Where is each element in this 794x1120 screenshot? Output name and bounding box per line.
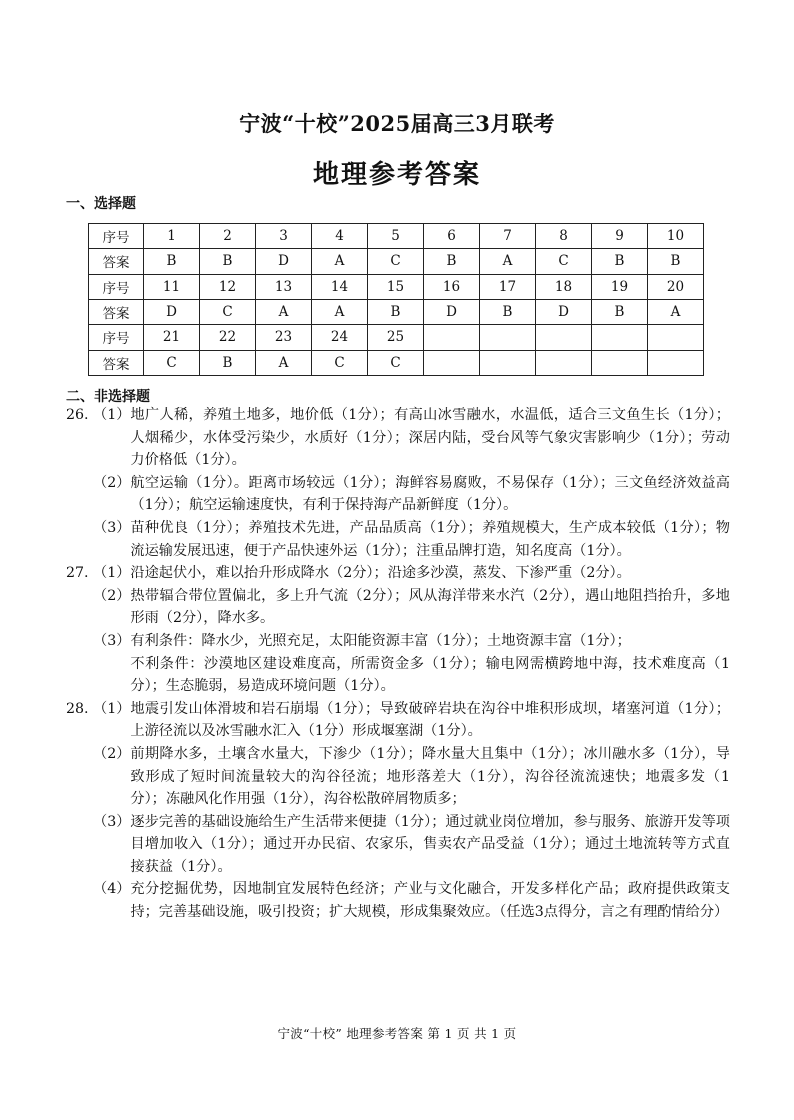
table-cell: C: [536, 249, 592, 274]
table-cell: C: [144, 350, 200, 375]
table-cell: 25: [368, 325, 424, 350]
answer-text: 热带辐合带位置偏北，多上升气流（2分）；风从海洋带来水汽（2分），遇山地阻挡抬升，多地形雨（2分），降水多。: [130, 587, 730, 627]
table-row: [89, 249, 704, 274]
table-cell: B: [592, 299, 648, 324]
table-cell: A: [648, 299, 704, 324]
table-cell: A: [256, 350, 312, 375]
answer-text: 逐步完善的基础设施给生产生活带来便捷（1分）；通过就业岗位增加，参与服务、旅游开发等项目增加收入（1分）；通过开办民宿、农家乐，售卖农产品受益（1分）；通过土地流转等方式直接获益（1分）。: [130, 813, 730, 875]
table-cell: 19: [592, 274, 648, 299]
table-cell: 12: [200, 274, 256, 299]
table-cell: 1: [144, 224, 200, 249]
table-row: [89, 274, 704, 299]
answer-text: 地震引发山体滑坡和岩石崩塌（1分）；导致破碎岩块在沟谷中堆积形成坝，堵塞河道（1分）；上游径流以及冰雪融水汇入（1分）形成堰塞湖（1分）。: [130, 700, 730, 740]
table-cell: B: [200, 350, 256, 375]
table-cell: [592, 325, 648, 350]
table-cell: B: [368, 299, 424, 324]
row-label: 答案: [89, 249, 144, 274]
table-cell: 11: [144, 274, 200, 299]
question-28: [66, 698, 730, 924]
part-label: （3）: [93, 813, 131, 830]
table-cell: A: [256, 299, 312, 324]
table-cell: 5: [368, 224, 424, 249]
table-cell: 10: [648, 224, 704, 249]
question-27: [66, 562, 730, 698]
table-cell: [480, 325, 536, 350]
answer-text: 苗种优良（1分）；养殖技术先进，产品品质高（1分）；养殖规模大，生产成本较低（1分）；物流运输发展迅速，便于产品快速外运（1分）；注重品牌打造，知名度高（1分）。: [130, 519, 730, 559]
row-label: 序号: [89, 224, 144, 249]
table-cell: [424, 350, 480, 375]
table-cell: 16: [424, 274, 480, 299]
part-label: （4）: [93, 881, 131, 898]
table-cell: 6: [424, 224, 480, 249]
table-cell: 7: [480, 224, 536, 249]
table-cell: A: [312, 249, 368, 274]
table-row: [89, 299, 704, 324]
table-cell: 3: [256, 224, 312, 249]
question-number: 26.: [66, 407, 89, 423]
part-label: （3）: [93, 632, 131, 649]
table-cell: B: [144, 249, 200, 274]
answer-text: 沿途起伏小，难以抬升形成降水（2分）；沿途多沙漠，蒸发、下渗严重（2分）。: [130, 565, 631, 582]
table-cell: 9: [592, 224, 648, 249]
table-cell: [536, 325, 592, 350]
part-label: （1）: [93, 700, 131, 717]
table-cell: [480, 350, 536, 375]
table-row: [89, 325, 704, 350]
part-label: （2）: [93, 474, 131, 491]
page-title: 宁波“十校”2025届高三3月联考: [239, 111, 555, 136]
part-label: （1）: [93, 565, 131, 582]
table-cell: D: [144, 299, 200, 324]
row-label: 答案: [89, 299, 144, 324]
table-row: [89, 350, 704, 375]
table-cell: A: [480, 249, 536, 274]
row-label: 序号: [89, 274, 144, 299]
answers-body: [66, 404, 730, 924]
table-cell: C: [200, 299, 256, 324]
table-cell: D: [256, 249, 312, 274]
part-label: （2）: [93, 745, 131, 762]
table-cell: 21: [144, 325, 200, 350]
table-cell: C: [368, 350, 424, 375]
section-heading-choice: 一、选择题: [66, 196, 136, 212]
part-label: （1）: [93, 407, 131, 423]
table-cell: B: [424, 249, 480, 274]
row-label: 答案: [89, 350, 144, 375]
table-cell: [536, 350, 592, 375]
table-cell: 15: [368, 274, 424, 299]
page-footer: 宁波“十校” 地理参考答案 第 1 页 共 1 页: [277, 1026, 517, 1041]
table-cell: [648, 325, 704, 350]
table-cell: 22: [200, 325, 256, 350]
table-cell: 8: [536, 224, 592, 249]
table-cell: 24: [312, 325, 368, 350]
table-cell: [648, 350, 704, 375]
table-cell: B: [592, 249, 648, 274]
table-row: [89, 224, 704, 249]
answer-table: [88, 223, 704, 376]
unfavorable-conditions: 不利条件：沙漠地区建设难度高，所需资金多（1分）；输电网需横跨地中海，技术难度高（1分）；生态脆弱，易造成环境问题（1分）。: [130, 655, 730, 695]
question-26: [66, 404, 730, 562]
table-cell: 14: [312, 274, 368, 299]
table-cell: 4: [312, 224, 368, 249]
answer-text: [130, 630, 730, 698]
table-cell: [592, 350, 648, 375]
table-cell: [424, 325, 480, 350]
answer-text: 航空运输（1分）。距离市场较远（1分）；海鲜容易腐败，不易保存（1分）；三文鱼经济效益高（1分）；航空运输速度快，有利于保持海产品新鲜度（1分）。: [130, 474, 730, 514]
question-number: 28.: [66, 700, 89, 717]
table-cell: 20: [648, 274, 704, 299]
table-cell: A: [312, 299, 368, 324]
answer-text: 充分挖掘优势，因地制宜发展特色经济；产业与文化融合，开发多样化产品；政府提供政策支持；完善基础设施，吸引投资；扩大规模，形成集聚效应。（任选3点得分，言之有理酌情给分）: [130, 881, 730, 921]
table-cell: 23: [256, 325, 312, 350]
table-cell: 18: [536, 274, 592, 299]
part-label: （2）: [93, 587, 131, 604]
section-heading-nonchoice: 二、非选择题: [66, 389, 150, 405]
table-cell: 17: [480, 274, 536, 299]
table-cell: 13: [256, 274, 312, 299]
table-cell: 2: [200, 224, 256, 249]
question-number: 27.: [66, 565, 89, 582]
table-cell: B: [480, 299, 536, 324]
answer-text: 前期降水多，土壤含水量大，下渗少（1分）；降水量大且集中（1分）；冰川融水多（1分），导致形成了短时间流量较大的沟谷径流；地形落差大（1分），沟谷径流流速快；地震多发（1分）；冻融风化作用强（1分），沟谷松散碎屑物质多；: [130, 745, 730, 808]
table-cell: C: [368, 249, 424, 274]
row-label: 序号: [89, 325, 144, 350]
table-cell: B: [648, 249, 704, 274]
table-cell: D: [424, 299, 480, 324]
favorable-conditions: 有利条件：降水少，光照充足，太阳能资源丰富（1分）；土地资源丰富（1分）；: [130, 632, 631, 649]
part-label: （3）: [93, 519, 131, 536]
answer-text: 地广人稀，养殖土地多，地价低（1分）；有高山冰雪融水，水温低，适合三文鱼生长（1分）；人烟稀少，水体受污染少，水质好（1分）；深居内陆，受台风等气象灾害影响少（1分）；劳动力价格低（1分）。: [130, 407, 730, 469]
table-cell: B: [200, 249, 256, 274]
table-cell: D: [536, 299, 592, 324]
page-subtitle: 地理参考答案: [312, 160, 481, 190]
table-cell: C: [312, 350, 368, 375]
